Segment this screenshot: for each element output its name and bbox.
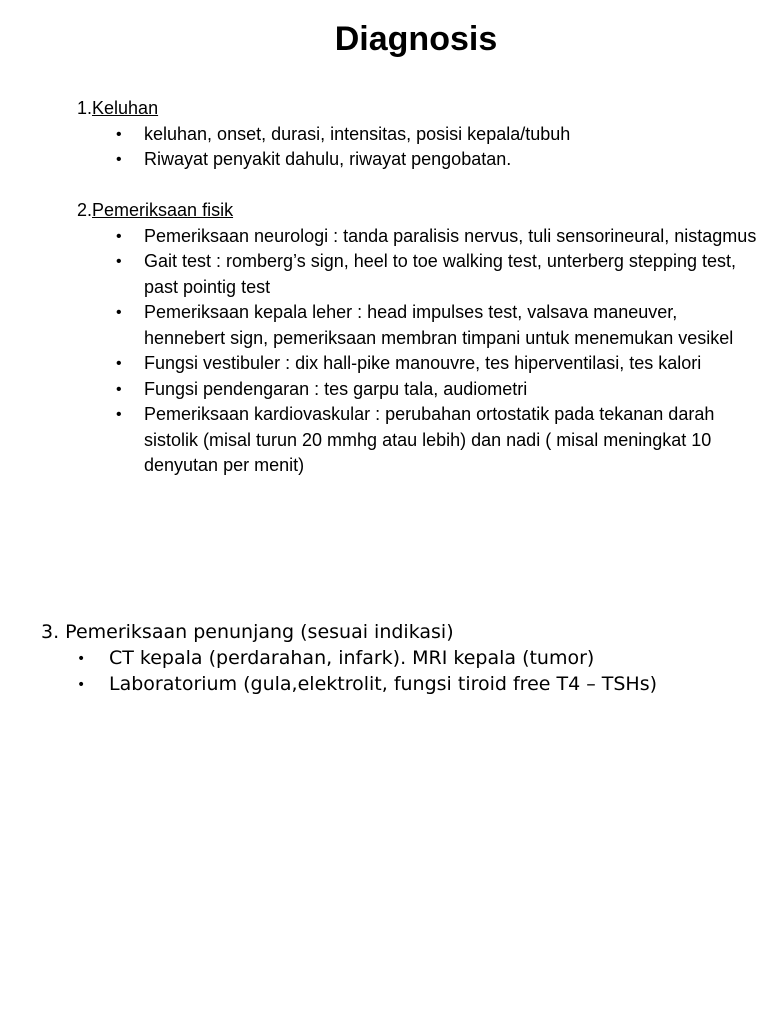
list-item bbox=[77, 351, 757, 377]
list-item bbox=[77, 147, 757, 173]
section-pemeriksaan-fisik bbox=[77, 198, 757, 479]
bullet-icon: • bbox=[116, 125, 122, 143]
section-heading-text: Pemeriksaan fisik bbox=[92, 200, 234, 220]
list-item-text: Pemeriksaan kardiovaskular : perubahan ortostatik pada tekanan darah sistolik (misal turun 20 mmhg atau lebih) dan nadi ( misal meningkat 10 denyutan per menit) bbox=[144, 404, 715, 475]
list-item-text: Fungsi vestibuler : dix hall-pike manouvre, tes hiperventilasi, tes kalori bbox=[144, 353, 702, 373]
list-item bbox=[41, 671, 731, 697]
bullet-list bbox=[41, 645, 731, 697]
bullet-icon: • bbox=[116, 355, 122, 372]
bullet-icon: • bbox=[116, 227, 122, 245]
section-heading: 3. Pemeriksaan penunjang (sesuai indikasi) bbox=[41, 621, 454, 643]
bullet-icon: • bbox=[77, 677, 86, 693]
section-number: 2. bbox=[77, 200, 93, 220]
bullet-list bbox=[77, 224, 757, 479]
list-item bbox=[77, 122, 757, 148]
section-pemeriksaan-penunjang bbox=[41, 619, 731, 697]
list-item-text: Pemeriksaan kepala leher : head impulses test, valsava maneuver, hennebert sign, pemeriksaan membran timpani untuk menemukan vesikel bbox=[144, 302, 734, 348]
list-item-text: Pemeriksaan neurologi : tanda paralisis nervus, tuli sensorineural, nistagmus bbox=[144, 225, 757, 246]
page-title: Diagnosis bbox=[334, 20, 498, 58]
list-item-text: Gait test : romberg’s sign, heel to toe walking test, unterberg stepping test, past pointig test bbox=[144, 251, 736, 297]
section-heading-text: Keluhan bbox=[92, 98, 159, 118]
bullet-list bbox=[77, 122, 757, 173]
list-item bbox=[77, 224, 757, 250]
bullet-icon: • bbox=[116, 151, 122, 168]
list-item-text: CT kepala (perdarahan, infark). MRI kepala (tumor) bbox=[109, 647, 595, 669]
list-item bbox=[77, 249, 757, 300]
list-item-text: Laboratorium (gula,elektrolit, fungsi tiroid free T4 – TSHs) bbox=[109, 673, 658, 695]
bullet-icon: • bbox=[77, 651, 86, 667]
section-heading bbox=[77, 96, 757, 122]
bullet-icon: • bbox=[116, 406, 122, 423]
list-item bbox=[41, 645, 731, 671]
list-item-text: Fungsi pendengaran : tes garpu tala, audiometri bbox=[144, 378, 528, 399]
list-item bbox=[77, 402, 757, 479]
bullet-icon: • bbox=[116, 253, 122, 270]
list-item-text: keluhan, onset, durasi, intensitas, posisi kepala/tubuh bbox=[144, 123, 571, 144]
bullet-icon: • bbox=[116, 380, 122, 398]
list-item bbox=[77, 377, 757, 403]
list-item-text: Riwayat penyakit dahulu, riwayat pengobatan. bbox=[144, 149, 512, 169]
section-heading bbox=[77, 198, 757, 224]
bullet-icon: • bbox=[116, 304, 122, 321]
section-keluhan bbox=[77, 96, 757, 173]
section-number: 1. bbox=[77, 98, 93, 118]
list-item bbox=[77, 300, 757, 351]
